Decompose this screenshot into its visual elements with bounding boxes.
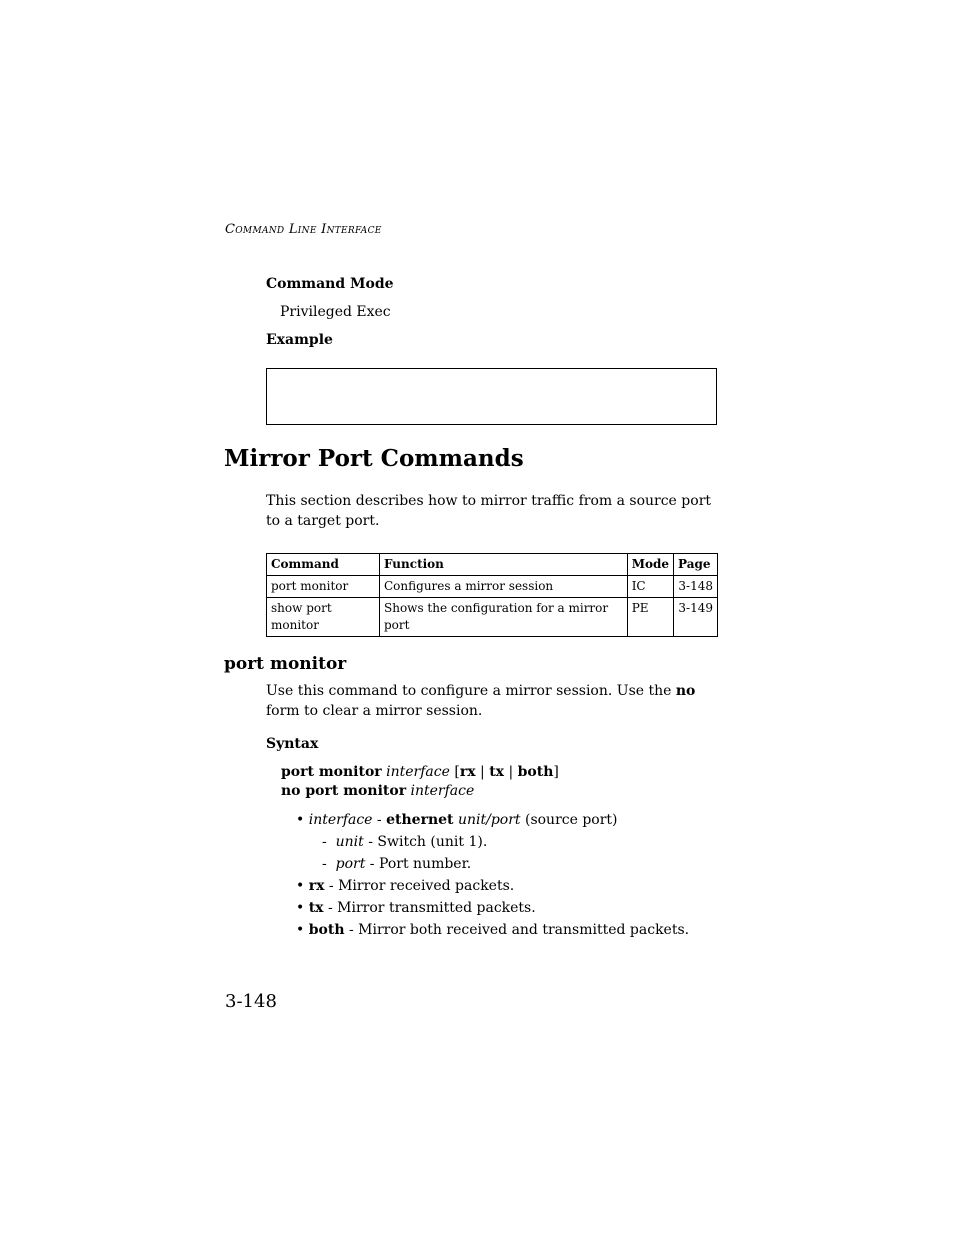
example-heading: Example — [266, 332, 333, 348]
command-table — [266, 553, 718, 637]
cell-function: Configures a mirror session — [380, 576, 628, 598]
desc: - Switch (unit 1). — [363, 834, 488, 850]
list-item: • rx - Mirror received packets. — [296, 878, 515, 894]
kw-rx: rx — [459, 764, 476, 780]
desc-text: form to clear a mirror session. — [266, 703, 483, 719]
page-number: 3-148 — [225, 991, 277, 1012]
dash: - — [372, 812, 387, 828]
header-mode: Mode — [627, 554, 673, 576]
list-item: • tx - Mirror transmitted packets. — [296, 900, 536, 916]
desc-no-keyword: no — [675, 683, 696, 699]
list-item: • both - Mirror both received and transmitted packets. — [296, 922, 690, 938]
kw-tx: tx — [489, 764, 505, 780]
cell-mode: IC — [627, 576, 673, 598]
kw-both: both — [517, 764, 554, 780]
header-page: Page — [674, 554, 718, 576]
arg: interface — [386, 764, 450, 780]
parameter-list — [296, 809, 689, 941]
cell-function: Shows the configuration for a mirror port — [380, 598, 628, 637]
list-item: - port - Port number. — [322, 856, 472, 872]
kw: ethernet — [386, 812, 454, 828]
desc: - Mirror transmitted packets. — [323, 900, 536, 916]
syntax-heading: Syntax — [266, 736, 319, 752]
param: port — [335, 856, 366, 872]
sep: | — [504, 764, 518, 780]
param: unit — [335, 834, 364, 850]
section-title: Mirror Port Commands — [224, 445, 524, 472]
syntax-block — [281, 763, 559, 801]
bracket: [ — [449, 764, 460, 780]
header-function: Function — [380, 554, 628, 576]
cell-command: show port monitor — [267, 598, 380, 637]
arg: unit/port — [457, 812, 521, 828]
cell-command: port monitor — [267, 576, 380, 598]
port-monitor-description — [266, 681, 718, 721]
cmd: no port monitor — [281, 783, 407, 799]
subsection-title: port monitor — [224, 654, 347, 674]
param: interface — [308, 812, 373, 828]
param: rx — [308, 878, 325, 894]
desc-text: Use this command to configure a mirror session. Use the — [266, 683, 676, 699]
param: both — [308, 922, 345, 938]
section-intro: This section describes how to mirror traffic from a source port to a target port. — [266, 493, 712, 529]
list-item: - unit - Switch (unit 1). — [322, 834, 488, 850]
table-row — [267, 576, 718, 598]
desc: - Mirror received packets. — [324, 878, 515, 894]
list-item: • interface - ethernet unit/port (source port) — [296, 812, 618, 828]
sep: | — [475, 764, 490, 780]
table-header-row — [267, 554, 718, 576]
arg: interface — [410, 783, 475, 799]
header-command: Command — [267, 554, 380, 576]
desc: - Mirror both received and transmitted packets. — [344, 922, 690, 938]
command-mode-heading: Command Mode — [266, 276, 394, 292]
cmd: port monitor — [281, 764, 382, 780]
command-mode-value: Privileged Exec — [280, 304, 391, 320]
cell-page: 3-148 — [674, 576, 718, 598]
desc: - Port number. — [365, 856, 472, 872]
bracket: ] — [553, 764, 559, 780]
desc: (source port) — [520, 812, 618, 828]
param: tx — [308, 900, 324, 916]
running-header: Command Line Interface — [225, 222, 382, 237]
cell-page: 3-149 — [674, 598, 718, 637]
syntax-line-2 — [281, 782, 559, 801]
example-box — [266, 368, 717, 425]
cell-mode: PE — [627, 598, 673, 637]
table-row — [267, 598, 718, 637]
syntax-line-1 — [281, 763, 559, 782]
